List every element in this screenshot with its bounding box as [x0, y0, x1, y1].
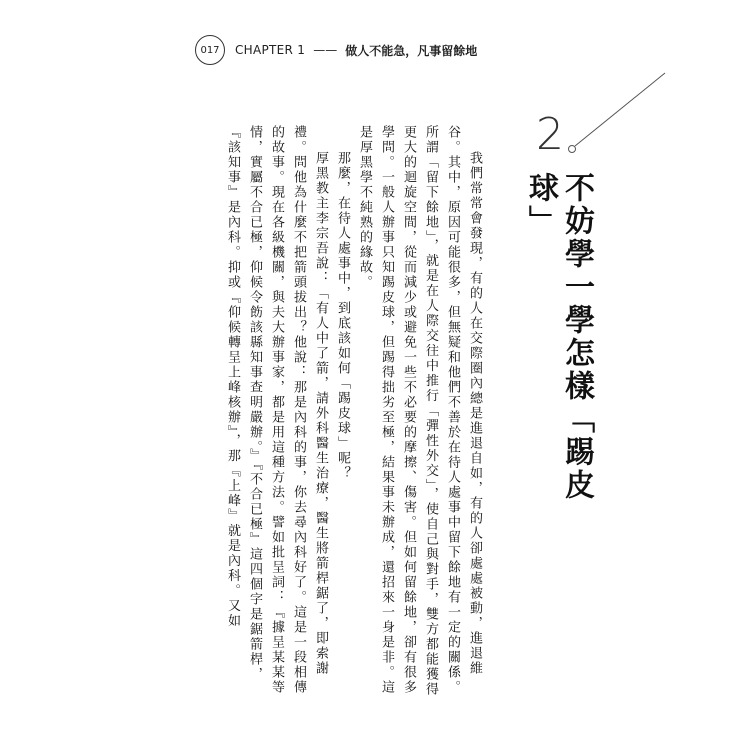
- chapter-title: 做人不能急，凡事留餘地: [345, 43, 478, 58]
- body-text: [185, 125, 485, 705]
- paragraph: 厚黑教主李宗吾說：「有人中了箭，請外科醫生治療，醫生將箭桿鋸了，即索謝禮。問他為什麼不把箭頭拔出？他說：那是內科的事，你去尋內科好了。這是一段相傳的故事。現在各級機關，與夫大辦事家，都是用這種方法。譬如批呈詞：『據呈某某等情，實屬不合已極，仰候令飭該縣知事查明嚴辦。』『不合已極』這四個字是鋸箭桿，『該知事』是內科。抑或『仰候轉呈上峰核辦』，那『上峰』就是內科。又如: [225, 125, 328, 695]
- paragraph: 我們常常會發現，有的人在交際圈內總是進退自如，有的人卻處處被動，進退維谷。其中，原因可能很多，但無疑和他們不善於在待人處事中留下餘地有一定的關係。所謂「留下餘地」，就是在人際交往中推行「彈性外交」，使自己與對手，雙方都能獲得更大的迴旋空間，從而減少或避免一些不必要的摩擦、傷害。但如何留餘地，卻有很多學問。一般人辦事只知踢皮球，但踢得拙劣至極，結果事未辦成，還招來一身是非。這是厚黑學不純熟的緣故。: [357, 125, 482, 697]
- section-number: 2: [536, 109, 564, 160]
- chapter-label: CHAPTER 1: [235, 43, 306, 57]
- paragraph: 那麼，在待人處事中，到底該如何「踢皮球」呢？: [335, 151, 350, 481]
- section-title: 不妨學一學怎樣「踢皮球」: [523, 172, 594, 502]
- page-number: 017: [195, 35, 225, 65]
- running-header: [195, 35, 477, 65]
- decorative-line: [575, 73, 665, 146]
- header-dash: ——: [313, 43, 338, 57]
